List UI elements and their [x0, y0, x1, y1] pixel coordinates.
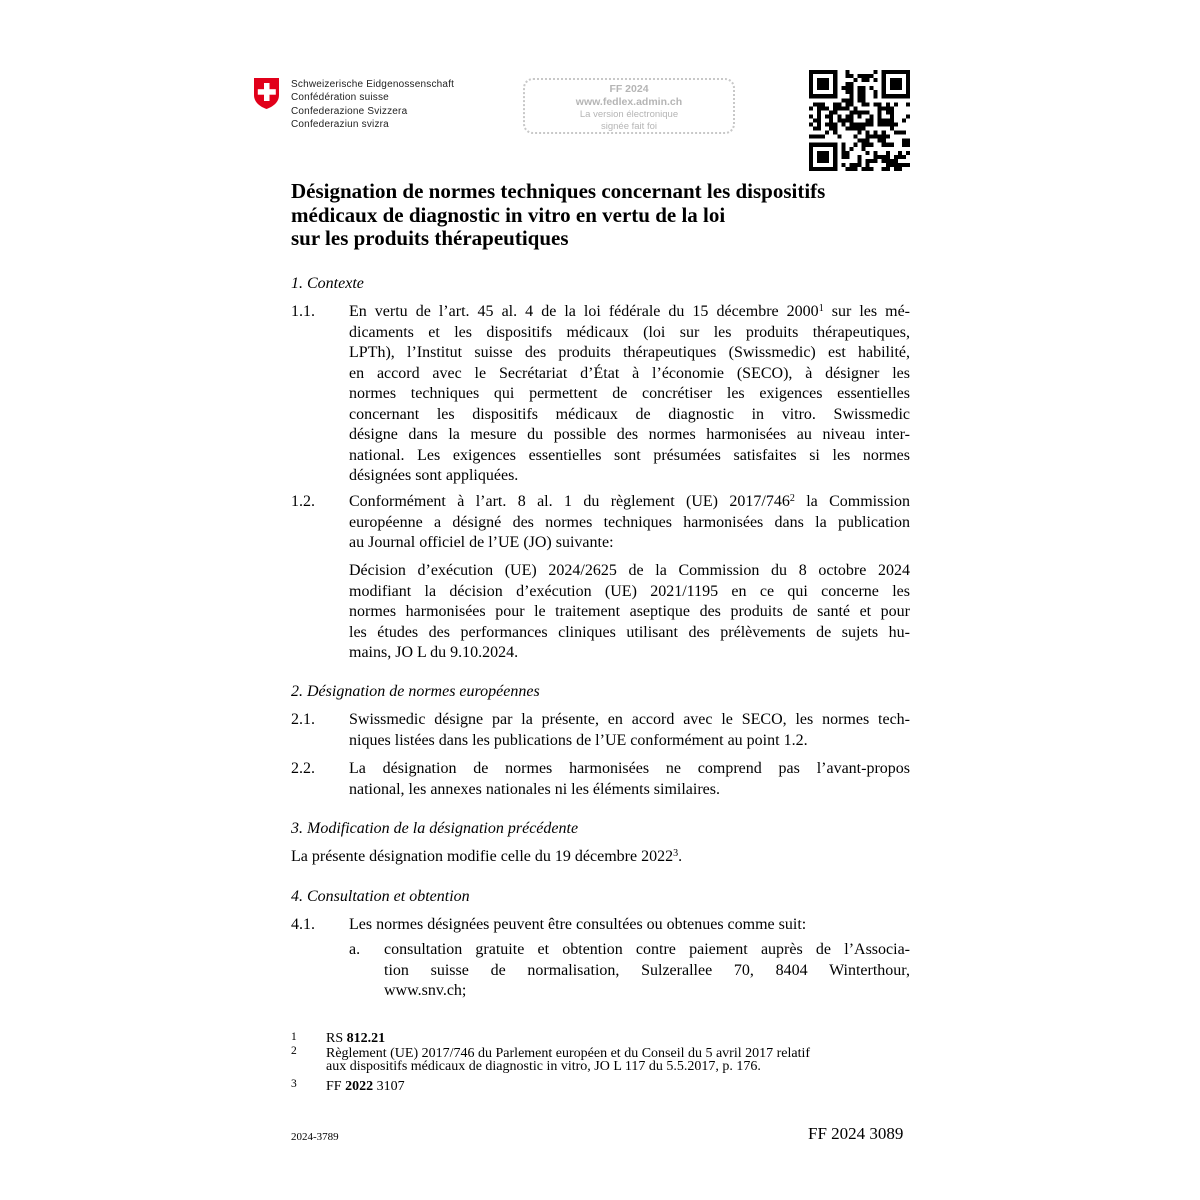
page-reference: FF 2024 3089 [808, 1124, 904, 1143]
footnote-1-prefix: RS [326, 1031, 347, 1046]
footnote-3 [326, 1081, 910, 1094]
footnote-number-3: 3 [291, 1078, 297, 1090]
document-id: 2024-3789 [291, 1131, 339, 1143]
paragraph-2-2 [349, 759, 910, 800]
stamp-line-4: signée fait foi [601, 120, 657, 132]
confederation-line-de: Schweizerische Eidgenossenschaft [291, 79, 455, 90]
footnote-2 [326, 1048, 910, 1073]
p1-2-line: Conformément à l’art. 8 al. 1 du règlement (UE) 2017/746 [349, 493, 790, 510]
stamp-line-1: FF 2024 [609, 83, 649, 95]
paragraph-3 [291, 847, 682, 868]
p1-1-line: désignées sont appliquées. [349, 467, 519, 484]
stamp-url[interactable]: www.fedlex.admin.ch [575, 96, 683, 108]
confederation-line-rm: Confederaziun svizra [291, 119, 389, 131]
decision-line: Décision d’exécution (UE) 2024/2625 de la Commission du 8 octobre 2024 [349, 562, 910, 579]
p1-2-line-tail: la Commission [794, 493, 911, 510]
confederation-line-fr: Confédération suisse [291, 92, 389, 104]
p2-1-line: Swissmedic désigne par la présente, en accord avec le SECO, les normes tech- [349, 711, 910, 728]
paragraph-number-2-2: 2.2. [291, 760, 315, 777]
section-heading-4: 4. Consultation et obtention [291, 888, 470, 905]
section-heading-2: 2. Désignation de normes européennes [291, 683, 540, 700]
title-line-3: sur les produits thérapeutiques [291, 226, 569, 250]
item-a-link[interactable]: www.snv.ch; [384, 982, 467, 999]
paragraph-1-2 [349, 492, 910, 554]
section-heading-1: 1. Contexte [291, 275, 364, 292]
list-item-letter-a: a. [349, 941, 361, 958]
footnote-ref-3[interactable]: 3 [673, 848, 679, 859]
footnote-number-2: 2 [291, 1045, 297, 1057]
paragraph-number-1-2: 1.2. [291, 493, 315, 510]
p2-2-line: La désignation de normes harmonisées ne comprend pas l’avant-propos [349, 760, 910, 777]
paragraph-number-2-1: 2.1. [291, 711, 315, 728]
item-a-line: consultation gratuite et obtention contre paiement auprès de l’Associa- [384, 941, 910, 958]
decision-line: modifiant la décision d’exécution (UE) 2021/1195 en ce qui concerne les [349, 582, 910, 600]
list-item-a [384, 940, 910, 1002]
stamp-line-3: La version électronique [579, 109, 679, 120]
section-heading-3: 3. Modification de la désignation précédente [291, 820, 579, 837]
authenticity-stamp [523, 78, 735, 134]
p1-1-line: normes techniques qui permettent de concrétiser les exigences essentielles [349, 385, 910, 402]
footnote-1 [326, 1033, 910, 1046]
footnote-1-bold: 812.21 [346, 1031, 386, 1046]
paragraph-number-4-1: 4.1. [291, 916, 315, 933]
document-title [291, 180, 931, 251]
title-line-1: Désignation de normes techniques concernant les dispositifs [291, 179, 826, 203]
swiss-cross-icon [253, 77, 280, 110]
confederation-line-it: Confederazione Svizzera [291, 105, 408, 117]
p2-2-line: national, les annexes nationales ni les éléments similaires. [349, 780, 721, 798]
footnote-3-prefix: FF [326, 1079, 346, 1094]
title-line-2: médicaux de diagnostic in vitro en vertu de la loi [291, 202, 726, 227]
paragraph-4-1: Les normes désignées peuvent être consultées ou obtenues comme suit: [349, 916, 807, 933]
decision-reference [349, 561, 910, 664]
confederation-name [291, 78, 454, 132]
item-a-line: tion suisse de normalisation, Sulzerallee 70, 8404 Winterthour, [384, 961, 910, 979]
paragraph-1-1 [349, 302, 910, 487]
paragraph-2-1 [349, 710, 910, 751]
decision-line: normes harmonisées pour le traitement aseptique des produits de santé et pour [349, 603, 910, 620]
footnote-3-bold: 2022 [345, 1079, 374, 1094]
p3-text-tail: . [678, 848, 683, 865]
footnote-3-suffix: 3107 [373, 1079, 405, 1094]
p1-2-line: au Journal officiel de l’UE (JO) suivante: [349, 534, 614, 551]
p1-1-line: national. Les exigences essentielles sont présumées satisfaites si les normes [349, 446, 910, 464]
p1-2-line: européenne a désigné des normes techniques harmonisées dans la publication [349, 513, 910, 531]
decision-line: les études des performances cliniques utilisant des prélèvements de sujets hu- [349, 623, 910, 641]
footnote-number-1: 1 [291, 1031, 297, 1043]
footnote-2-line-1: Règlement (UE) 2017/746 du Parlement européen et du Conseil du 5 avril 2017 relatif [326, 1046, 811, 1061]
qr-code-icon [809, 70, 910, 171]
footnote-ref-2[interactable]: 2 [789, 493, 795, 504]
p1-1-line: en accord avec le Secrétariat d’État à l’économie (SECO), à désigner les [349, 364, 910, 382]
p1-1-line: dicaments et les dispositifs médicaux (loi sur les produits thérapeutiques, [349, 323, 910, 341]
p1-1-line-tail: sur les mé- [823, 303, 911, 320]
p2-1-line: niques listées dans les publications de l’UE conformément au point 1.2. [349, 731, 808, 749]
footnote-2-line-2: aux dispositifs médicaux de diagnostic in vitro, JO L 117 du 5.5.2017, p. 176. [326, 1058, 761, 1074]
p1-1-line: LPTh), l’Institut suisse des produits thérapeutiques (Swissmedic) est habilité, [349, 344, 910, 361]
p3-text: La présente désignation modifie celle du 19 décembre 2022 [291, 848, 674, 865]
p1-1-line: concernant les dispositifs médicaux de diagnostic in vitro. Swissmedic [349, 405, 910, 423]
footnote-ref-1[interactable]: 1 [818, 303, 824, 314]
p1-1-line: En vertu de l’art. 45 al. 4 de la loi fédérale du 15 décembre 2000 [349, 303, 819, 320]
p1-1-line: désigne dans la mesure du possible des normes harmonisées au niveau inter- [349, 426, 910, 443]
decision-line: mains, JO L du 9.10.2024. [349, 644, 519, 661]
paragraph-number-1-1: 1.1. [291, 303, 315, 320]
